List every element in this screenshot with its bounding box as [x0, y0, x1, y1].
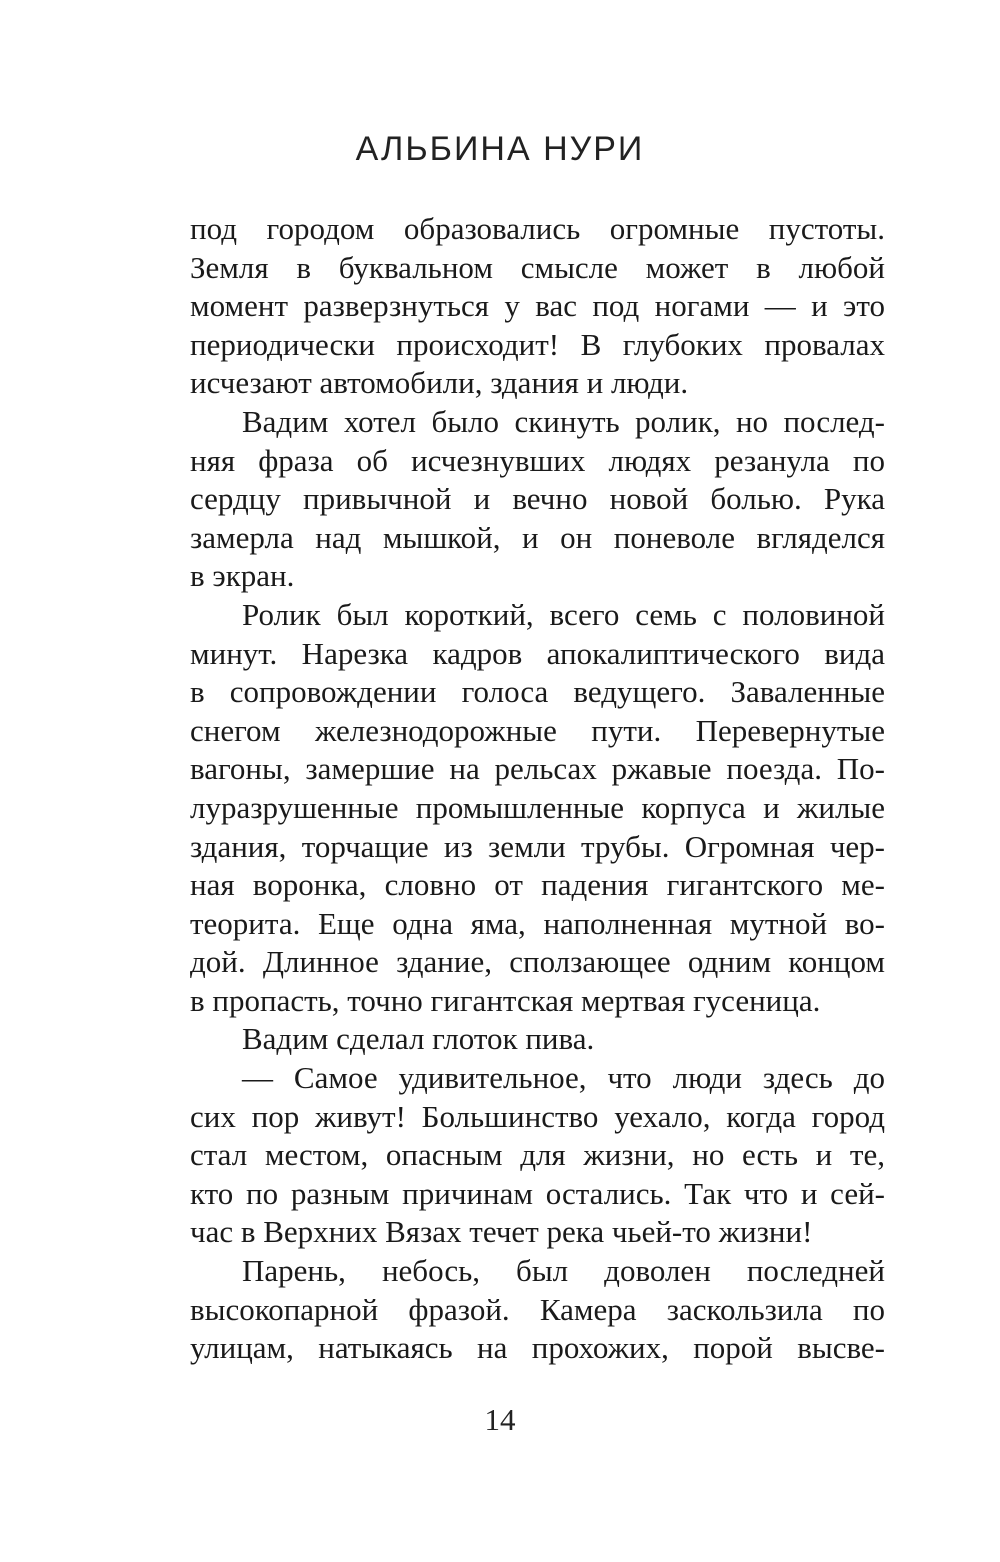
text-line: момент разверзнуться у вас под ногами — и это	[190, 288, 885, 324]
text-line: ная воронка, словно от падения гигантского ме-	[190, 867, 885, 903]
text-line: Земля в буквальном смысле может в любой	[190, 249, 885, 285]
text-line: — Самое удивительное, что люди здесь до	[242, 1060, 885, 1096]
text-line: под городом образовались огромные пустоты.	[190, 211, 885, 246]
page-number: 14	[484, 1402, 516, 1437]
text-line: стал местом, опасным для жизни, но есть и те,	[190, 1137, 885, 1173]
text-line: кто по разным причинам остались. Так что и сей-	[190, 1175, 885, 1211]
text-line: Вадим сделал глоток пива.	[242, 1021, 595, 1057]
text-line: в экран.	[190, 558, 295, 594]
text-line: сих пор живут! Большинство уехало, когда город	[190, 1098, 885, 1134]
text-line: Парень, небось, был доволен последней	[242, 1253, 885, 1289]
text-line: теорита. Еще одна яма, наполненная мутной во-	[190, 905, 885, 941]
text-line: Вадим хотел было скинуть ролик, но послед-	[242, 403, 885, 439]
text-line: в сопровождении голоса ведущего. Заваленные	[190, 674, 885, 710]
text-line: дой. Длинное здание, сползающее одним концом	[190, 944, 885, 980]
text-line: вагоны, замершие на рельсах ржавые поезда. По-	[190, 751, 885, 787]
running-head: АЛЬБИНА НУРИ	[355, 130, 645, 168]
text-line: высокопарной фразой. Камера заскользила по	[190, 1291, 885, 1327]
text-line: час в Верхних Вязах течет река чьей-то жизни!	[190, 1214, 813, 1250]
text-line: минут. Нарезка кадров апокалиптического вида	[190, 635, 885, 671]
text-line: луразрушенные промышленные корпуса и жилые	[190, 789, 885, 825]
text-line: няя фраза об исчезнувших людях резанула по	[190, 442, 885, 478]
text-line: исчезают автомобили, здания и люди.	[190, 365, 689, 401]
text-line: периодически происходит! В глубоких провалах	[190, 326, 885, 362]
text-line: Ролик был короткий, всего семь с половиной	[242, 596, 885, 632]
text-line: здания, торчащие из земли трубы. Огромная чер-	[190, 828, 885, 864]
body-text	[190, 210, 885, 1368]
text-line: замерла над мышкой, и он поневоле вгляделся	[190, 519, 885, 555]
text-line: сердцу привычной и вечно новой болью. Рука	[190, 481, 885, 517]
text-line: в пропасть, точно гигантская мертвая гусеница.	[190, 982, 821, 1018]
text-line: улицам, натыкаясь на прохожих, порой высве-	[190, 1330, 885, 1366]
text-line: снегом железнодорожные пути. Перевернутые	[190, 712, 885, 748]
